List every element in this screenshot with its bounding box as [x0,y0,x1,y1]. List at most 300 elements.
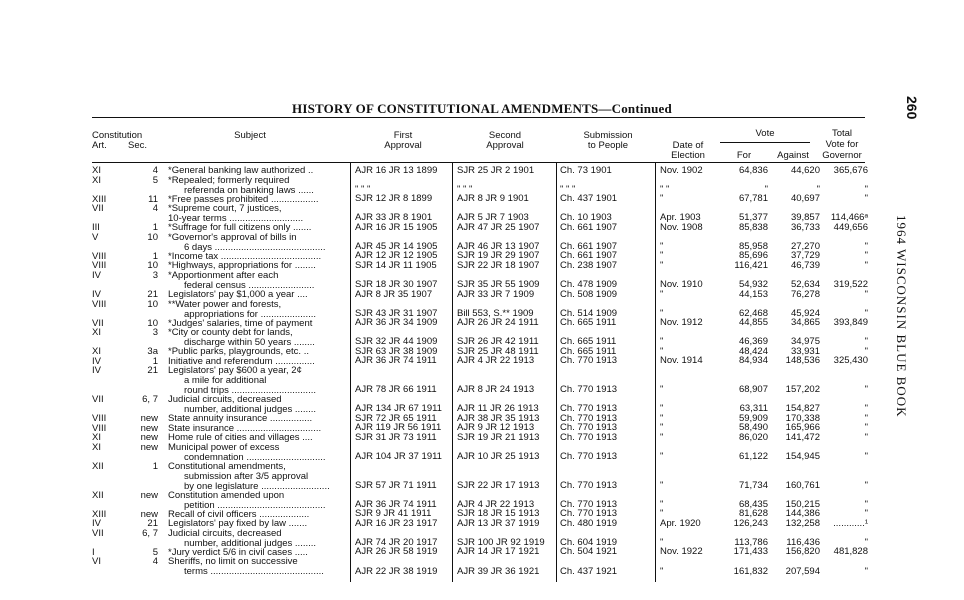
subject-line: petition ......................................... [184,499,326,511]
governor-total-cell: " [864,336,868,348]
subject-line: terms ........................................... [184,566,324,578]
vote-against-cell: " [816,183,820,195]
election-date-cell: " [660,345,664,357]
header-total: Total [831,128,853,139]
first-approval-cell: SJR 18 JR 30 1907 [355,279,438,291]
section-cell: new [140,489,158,501]
subject-cell [168,300,350,320]
submission-cell: Ch. 665 1911 [560,336,617,348]
governor-total-cell: 325,430 [833,355,868,367]
submission-cell: Ch. 661 1907 [560,221,618,233]
subject-line: *General banking law authorized .. [168,165,314,176]
article-cell: III [92,222,100,234]
article-cell: XI [92,441,101,453]
header-second-approval: Approval [486,140,524,151]
governor-total-cell: 481,828 [833,546,868,558]
election-date-cell: " [660,260,664,272]
subject-cell [168,366,350,396]
first-approval-cell: AJR 16 JR 15 1905 [355,221,438,233]
governor-total-cell: " [864,536,868,548]
header-date-of: Date of [672,140,704,151]
article-cell: XII [92,460,104,472]
section-cell: new [140,441,158,453]
second-approval-cell: SJR 25 JR 2 1901 [457,164,535,176]
section-cell: new [140,432,158,444]
second-approval-cell: SJR 35 JR 55 1909 [457,279,540,291]
subject-line: Constitution amended upon [168,489,285,501]
section-cell: 10 [147,317,158,329]
table-row [0,366,964,395]
vote-against-cell: 39,857 [790,212,820,224]
header-for: For [736,150,752,161]
vote-header-rule [720,142,810,143]
header-second: Second [488,130,522,141]
submission-cell: Ch. 770 1913 [560,403,618,415]
subject-line: *City or county debt for lands, [168,327,293,339]
vote-for-cell: 68,435 [738,498,768,510]
vote-against-cell: 34,975 [790,336,820,348]
second-approval-cell: AJR 8 JR 24 1913 [457,384,535,396]
vote-against-cell: 40,697 [790,193,820,205]
amendments-table-body [0,166,964,577]
table-row [0,195,964,205]
vote-for-cell: 62,468 [738,307,768,319]
first-approval-cell: AJR 8 JR 35 1907 [355,288,433,300]
first-approval-cell: AJR 36 JR 74 1911 [355,355,437,367]
header-sec: Sec. [128,140,148,151]
vote-for-cell: 85,696 [738,250,768,262]
first-approval-cell: AJR 16 JR 13 1899 [355,164,438,176]
table-row [0,529,964,548]
subject-line: Constitutional amendments, [168,460,286,472]
table-row [0,395,964,414]
governor-total-cell: " [864,431,868,443]
subject-cell [168,529,350,549]
second-approval-cell: AJR 39 JR 36 1921 [457,565,540,577]
table-row [0,319,964,329]
article-cell: VI [92,556,101,568]
article-cell: XI [92,432,101,444]
vote-against-cell: 33,931 [790,345,820,357]
submission-cell: Ch. 770 1913 [560,384,618,396]
submission-cell: Ch. 661 1907 [560,240,618,252]
first-approval-cell: SJR 9 JR 41 1911 [355,508,432,520]
section-cell: 10 [147,298,158,310]
section-cell: new [140,413,158,425]
election-date-cell: " [660,250,664,262]
subject-line: *Repealed; formerly required [168,174,290,186]
vote-against-cell: 156,820 [785,546,820,558]
subject-cell [168,328,350,348]
vote-for-cell: 64,836 [738,164,768,176]
election-date-cell: " [660,565,664,577]
election-date-cell: Apr. 1920 [660,517,701,529]
vote-for-cell: 63,311 [739,403,768,415]
article-cell: XIII [92,508,107,520]
subject-line: State insurance ................................ [168,422,322,434]
first-approval-cell: AJR 36 JR 74 1911 [355,498,437,510]
table-row [0,233,964,252]
vote-for-cell: 44,153 [738,288,768,300]
vote-against-cell: 44,620 [790,164,820,176]
table-row [0,261,964,271]
governor-total-cell: " [864,422,868,434]
vote-against-cell: 165,966 [785,422,820,434]
governor-total-cell: " [864,307,868,319]
header-subject: Subject [234,130,266,141]
first-approval-cell: AJR 36 JR 34 1909 [355,317,438,329]
governor-total-cell: " [864,240,868,252]
subject-line: State annuity insurance ................ [168,413,313,425]
subject-line: condemnation .............................. [184,451,326,463]
vote-against-cell: 37,729 [790,250,820,262]
article-cell: IV [92,355,101,367]
governor-total-cell: " [864,508,868,520]
second-approval-cell: AJR 9 JR 12 1913 [457,422,535,434]
vote-for-cell: 51,377 [738,212,768,224]
table-row [0,462,964,491]
election-date-cell: Nov. 1914 [660,355,703,367]
first-approval-cell: AJR 78 JR 66 1911 [355,384,437,396]
subject-cell [168,443,350,463]
section-cell: 5 [152,546,158,558]
governor-total-cell: 449,656 [833,221,868,233]
vote-against-cell: 154,945 [785,450,820,462]
governor-total-cell: 319,522 [833,279,868,291]
header-vote: Vote [755,128,775,139]
submission-cell: Ch. 478 1909 [560,279,618,291]
election-date-cell: Nov. 1922 [660,546,703,558]
second-approval-cell: AJR 4 JR 22 1913 [457,498,535,510]
election-date-cell: " [660,403,664,415]
section-cell: 5 [152,174,158,186]
vote-for-cell: 54,932 [738,279,768,291]
election-date-cell: " [660,412,664,424]
vote-against-cell: 141,472 [785,431,820,443]
governor-total-cell: " [864,412,868,424]
submission-cell: Ch. 514 1909 [560,307,618,319]
vote-for-cell: " [764,183,768,195]
governor-total-cell: 114,466ᵃ [830,212,868,224]
vote-for-cell: 67,781 [738,193,768,205]
header-vote-for: Vote for [825,139,859,150]
header-first-approval: Approval [384,140,422,151]
submission-cell: Ch. 770 1913 [560,508,618,520]
table-row [0,223,964,233]
subject-line: number, additional judges ........ [184,404,317,416]
subject-line: *Free passes prohibited .................. [168,193,319,205]
section-cell: 6, 7 [142,394,158,406]
subject-line: appropriations for ..................... [184,308,316,320]
section-cell: 4 [152,165,158,176]
section-cell: 21 [147,518,158,530]
subject-line: referenda on banking laws ...... [184,184,314,196]
first-approval-cell: SJR 57 JR 71 1911 [355,479,437,491]
subject-cell [168,395,350,415]
vote-against-cell: 160,761 [785,479,820,491]
submission-cell: Ch. 770 1913 [560,450,618,462]
governor-total-cell: " [864,193,868,205]
page-number: 260 [904,96,920,120]
section-cell: 3 [152,270,158,282]
second-approval-cell: AJR 11 JR 26 1913 [457,403,539,415]
article-cell: XI [92,346,101,358]
vote-against-cell: 207,594 [785,565,820,577]
submission-cell: Ch. 770 1913 [560,431,618,443]
subject-line: Recall of civil officers ................... [168,508,310,520]
table-row [0,443,964,462]
election-date-cell: Nov. 1912 [660,317,703,329]
vote-for-cell: 44,855 [738,317,768,329]
vote-for-cell: 58,490 [738,422,768,434]
election-date-cell: " [660,479,664,491]
header-art: Art. [92,140,107,151]
section-cell: 21 [147,365,158,377]
second-approval-cell: " " " [457,183,473,195]
second-approval-cell: AJR 33 JR 7 1909 [457,288,535,300]
section-cell: 1 [152,250,158,262]
election-date-cell: " [660,336,664,348]
table-row [0,271,964,290]
first-approval-cell: " " " [355,183,371,195]
article-cell: IV [92,518,101,530]
submission-cell: Ch. 73 1901 [560,164,612,176]
article-cell: VII [92,317,104,329]
first-approval-cell: SJR 14 JR 11 1905 [355,260,437,272]
second-approval-cell: AJR 38 JR 35 1913 [457,412,540,424]
election-date-cell: Apr. 1903 [660,212,701,224]
article-cell: VIII [92,298,107,310]
governor-total-cell: " [864,288,868,300]
header-bottom-rule [92,162,865,163]
first-approval-cell: AJR 104 JR 37 1911 [355,450,442,462]
vote-against-cell: 34,865 [790,317,820,329]
first-approval-cell: AJR 119 JR 56 1911 [355,422,442,434]
submission-cell: Ch. 665 1911 [560,345,617,357]
submission-cell: Ch. 437 1921 [560,565,618,577]
second-approval-cell: Bill 553, S.** 1909 [457,307,534,319]
election-date-cell: " [660,498,664,510]
first-approval-cell: SJR 12 JR 8 1899 [355,193,433,205]
election-date-cell: Nov. 1908 [660,221,703,233]
vote-for-cell: 161,832 [733,565,768,577]
vote-for-cell: 59,909 [738,412,768,424]
subject-line: 10-year terms ............................ [168,212,304,224]
first-approval-cell: SJR 72 JR 65 1911 [355,412,437,424]
article-cell: XI [92,165,101,176]
section-cell: 6, 7 [142,527,158,539]
governor-total-cell: " [864,565,868,577]
subject-line: Home rule of cities and villages .... [168,432,313,444]
subject-line: *Governor's approval of bills in [168,231,297,243]
second-approval-cell: SJR 22 JR 18 1907 [457,260,540,272]
header-governor: Governor [822,150,862,161]
second-approval-cell: SJR 26 JR 42 1911 [457,336,539,348]
section-cell: 1 [152,460,158,472]
governor-total-cell: 365,676 [833,164,868,176]
submission-cell: Ch. 661 1907 [560,250,618,262]
subject-cell [168,176,350,196]
table-row [0,176,964,195]
vote-against-cell: 157,202 [785,384,820,396]
submission-cell: Ch. 770 1913 [560,498,618,510]
article-cell: XI [92,327,101,339]
second-approval-cell: AJR 10 JR 25 1913 [457,450,540,462]
election-date-cell: " " [660,183,670,195]
subject-cell [168,233,350,253]
header-first: First [393,130,413,141]
subject-line: discharge within 50 years ........ [184,337,315,349]
submission-cell: Ch. 770 1913 [560,412,618,424]
subject-line: 6 days .......................................... [184,241,326,253]
vote-for-cell: 113,786 [734,536,768,548]
vote-against-cell: 150,215 [785,498,820,510]
section-cell: 10 [147,260,158,272]
governor-total-cell: " [864,260,868,272]
subject-line: by one legislature .......................... [184,480,330,492]
subject-line: Judicial circuits, decreased [168,394,282,406]
section-cell: 4 [152,203,158,215]
vote-for-cell: 86,020 [738,431,768,443]
subject-line: Legislators' pay $1,000 a year .... [168,289,308,301]
subject-line: *Income tax ...................................... [168,250,322,262]
subject-line: number, additional judges ........ [184,537,317,549]
second-approval-cell: SJR 19 JR 29 1907 [457,250,540,262]
article-cell: XI [92,174,101,186]
second-approval-cell: AJR 14 JR 17 1921 [457,546,540,558]
vote-for-cell: 116,421 [734,260,768,272]
vote-against-cell: 46,739 [790,260,820,272]
section-cell: 10 [147,231,158,243]
article-cell: IV [92,289,101,301]
second-approval-cell: SJR 25 JR 48 1911 [457,345,539,357]
vote-for-cell: 81,628 [738,508,768,520]
header-against: Against [777,150,809,161]
table-row [0,357,964,367]
vote-for-cell: 85,958 [738,240,768,252]
vote-against-cell: 76,278 [790,288,820,300]
header-submission: Submission [583,130,633,141]
second-approval-cell: AJR 26 JR 24 1911 [457,317,539,329]
first-approval-cell: AJR 12 JR 12 1905 [355,250,438,262]
subject-cell [168,491,350,511]
running-header: 1964 WISCONSIN BLUE BOOK [894,215,909,418]
second-approval-cell: AJR 4 JR 22 1913 [457,355,535,367]
first-approval-cell: SJR 32 JR 44 1909 [355,336,438,348]
second-approval-cell: AJR 47 JR 25 1907 [457,221,540,233]
article-cell: I [92,546,95,558]
governor-total-cell: " [864,183,868,195]
subject-line: *Suffrage for full citizens only ....... [168,222,312,234]
vote-against-cell: 170,338 [785,412,820,424]
first-approval-cell: SJR 43 JR 31 1907 [355,307,438,319]
governor-total-cell: " [864,250,868,262]
submission-cell: Ch. 604 1919 [560,536,618,548]
article-cell: IV [92,270,101,282]
vote-against-cell: 45,924 [790,307,820,319]
vote-for-cell: 46,369 [738,336,768,348]
subject-line: Legislators' pay fixed by law ....... [168,518,308,530]
election-date-cell: " [660,193,664,205]
submission-cell: Ch. 508 1909 [560,288,618,300]
subject-line: *Public parks, playgrounds, etc. .. [168,346,309,358]
submission-cell: Ch. 504 1921 [560,546,618,558]
second-approval-cell: SJR 19 JR 21 1913 [457,431,540,443]
first-approval-cell: AJR 33 JR 8 1901 [355,212,433,224]
vote-against-cell: 144,386 [785,508,820,520]
table-row [0,166,964,176]
section-cell: new [140,508,158,520]
article-cell: VII [92,394,104,406]
election-date-cell: " [660,384,664,396]
first-approval-cell: AJR 134 JR 67 1911 [355,403,442,415]
governor-total-cell: " [864,345,868,357]
subject-line: *Judges' salaries, time of payment [168,317,313,329]
second-approval-cell: SJR 100 JR 92 1919 [457,536,545,548]
section-cell: 3 [152,327,158,339]
second-approval-cell: AJR 13 JR 37 1919 [457,517,540,529]
vote-against-cell: 132,258 [785,517,820,529]
table-row [0,300,964,319]
second-approval-cell: AJR 5 JR 7 1903 [457,212,529,224]
article-cell: XII [92,489,104,501]
election-date-cell: " [660,288,664,300]
submission-cell: Ch. 665 1911 [560,317,617,329]
vote-for-cell: 85,838 [738,221,768,233]
subject-line: round trips ................................ [184,385,316,397]
submission-cell: Ch. 437 1901 [560,193,618,205]
table-row [0,548,964,558]
section-cell: 21 [147,289,158,301]
section-cell: 3a [147,346,158,358]
header-election: Election [671,150,705,161]
subject-cell [168,557,350,577]
article-cell: VIII [92,250,107,262]
subject-line: **Water power and forests, [168,298,282,310]
subject-line: Judicial circuits, decreased [168,527,282,539]
article-cell: VII [92,203,104,215]
governor-total-cell: " [864,384,868,396]
subject-line: *Supreme court, 7 justices, [168,203,282,215]
subject-line: *Jury verdict 5/6 in civil cases ..... [168,546,308,558]
election-date-cell: " [660,240,664,252]
submission-cell: Ch. 770 1913 [560,479,618,491]
submission-cell: Ch. 480 1919 [560,517,618,529]
first-approval-cell: AJR 74 JR 20 1917 [355,536,438,548]
page-title: HISTORY OF CONSTITUTIONAL AMENDMENTS—Continued [292,101,672,116]
submission-cell: " " " [560,183,576,195]
governor-total-cell: " [864,479,868,491]
table-row [0,290,964,300]
article-cell: IV [92,365,101,377]
section-cell: 1 [152,222,158,234]
governor-total-cell: 393,849 [833,317,868,329]
first-approval-cell: AJR 16 JR 23 1917 [355,517,438,529]
subject-line: Municipal power of excess [168,441,280,453]
article-cell: VIII [92,413,107,425]
table-row [0,328,964,347]
election-date-cell: " [660,450,664,462]
article-cell: XIII [92,193,107,205]
first-approval-cell: AJR 22 JR 38 1919 [355,565,438,577]
article-cell: VII [92,527,104,539]
header-to-people: to People [587,140,629,151]
subject-line: Initiative and referendum ............... [168,355,315,367]
section-cell: 11 [148,193,158,205]
article-cell: VIII [92,260,107,272]
section-cell: new [140,422,158,434]
submission-cell: Ch. 238 1907 [560,260,618,272]
